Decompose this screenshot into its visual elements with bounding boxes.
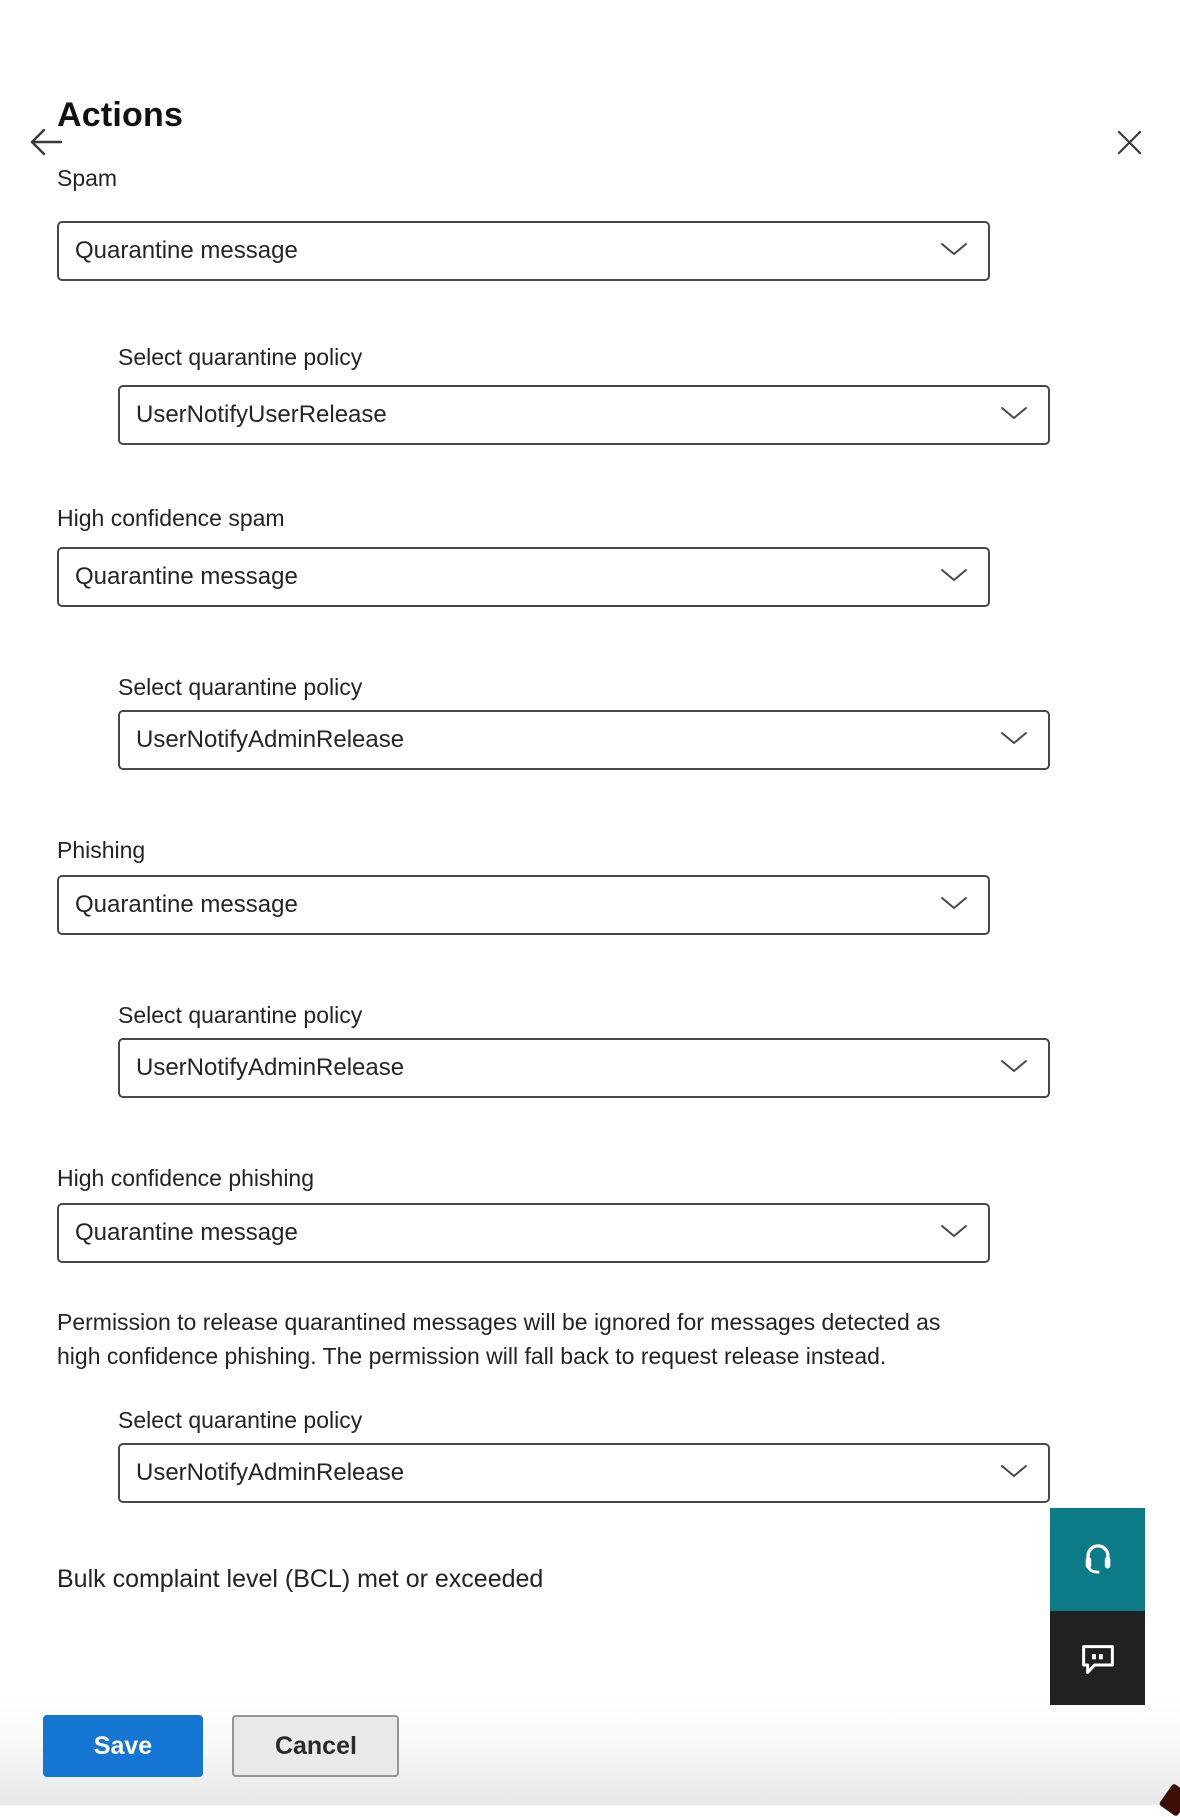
phishing-dropdown[interactable]	[57, 875, 990, 935]
high-confidence-phishing-dropdown[interactable]	[57, 1203, 990, 1263]
high-confidence-spam-value: Quarantine message	[75, 563, 298, 590]
field-group-spam	[57, 163, 1180, 281]
spam-action-value: Quarantine message	[75, 237, 298, 264]
spam-policy-dropdown[interactable]	[118, 385, 1050, 445]
hcp-policy-value: UserNotifyAdminRelease	[136, 1459, 405, 1486]
phishing-value: Quarantine message	[75, 891, 298, 918]
high-confidence-phishing-value: Quarantine message	[75, 1219, 298, 1246]
phishing-policy-value: UserNotifyAdminRelease	[136, 1054, 405, 1081]
spam-policy-label: Select quarantine policy	[118, 344, 363, 370]
chevron-down-icon	[1000, 731, 1028, 750]
field-group-phishing	[57, 835, 1180, 935]
chevron-down-icon	[940, 568, 968, 587]
spam-policy-value: UserNotifyUserRelease	[136, 401, 387, 428]
close-icon	[1116, 144, 1143, 159]
high-confidence-phishing-label: High confidence phishing	[57, 1165, 315, 1191]
support-button[interactable]	[1050, 1508, 1145, 1611]
hcp-permission-note	[57, 1305, 1042, 1373]
field-group-high-confidence-spam	[57, 503, 1180, 607]
high-confidence-spam-dropdown[interactable]	[57, 547, 990, 607]
hcs-policy-label: Select quarantine policy	[118, 674, 363, 700]
back-button[interactable]	[24, 121, 68, 163]
spam-label: Spam	[57, 165, 118, 191]
spam-action-dropdown[interactable]	[57, 221, 990, 281]
note-line-1: Permission to release quarantined messages will be ignored for messages detected as	[57, 1309, 941, 1335]
phishing-policy-dropdown[interactable]	[118, 1038, 1050, 1098]
chat-bubble-icon	[1075, 1634, 1121, 1683]
arrow-left-icon	[28, 147, 64, 162]
field-group-high-confidence-phishing	[57, 1163, 1180, 1263]
phishing-label: Phishing	[57, 837, 146, 863]
headset-icon	[1076, 1536, 1120, 1583]
note-line-2: high confidence phishing. The permission will fall back to request release instead.	[57, 1343, 887, 1369]
field-group-hcp-policy	[118, 1405, 1180, 1503]
field-group-spam-policy	[118, 342, 1180, 445]
feedback-button[interactable]	[1050, 1611, 1145, 1705]
field-group-hcs-policy	[118, 672, 1180, 770]
hcp-policy-label: Select quarantine policy	[118, 1407, 363, 1433]
bulk-complaint-heading: Bulk complaint level (BCL) met or exceeded	[57, 1565, 544, 1593]
save-button[interactable]: Save	[43, 1715, 203, 1777]
chevron-down-icon	[1000, 1464, 1028, 1483]
high-confidence-spam-label: High confidence spam	[57, 505, 285, 531]
chevron-down-icon	[940, 896, 968, 915]
hcp-policy-dropdown[interactable]	[118, 1443, 1050, 1503]
field-group-phishing-policy	[118, 1000, 1180, 1098]
actions-panel	[0, 95, 1180, 1595]
chevron-down-icon	[1000, 406, 1028, 425]
hcs-policy-dropdown[interactable]	[118, 710, 1050, 770]
phishing-policy-label: Select quarantine policy	[118, 1002, 363, 1028]
footer-bar	[0, 1697, 1180, 1805]
cancel-button[interactable]: Cancel	[232, 1715, 399, 1777]
chevron-down-icon	[940, 242, 968, 261]
hcs-policy-value: UserNotifyAdminRelease	[136, 726, 405, 753]
chevron-down-icon	[940, 1224, 968, 1243]
close-button[interactable]	[1112, 125, 1147, 160]
page-title: Actions	[57, 96, 184, 134]
chevron-down-icon	[1000, 1059, 1028, 1078]
